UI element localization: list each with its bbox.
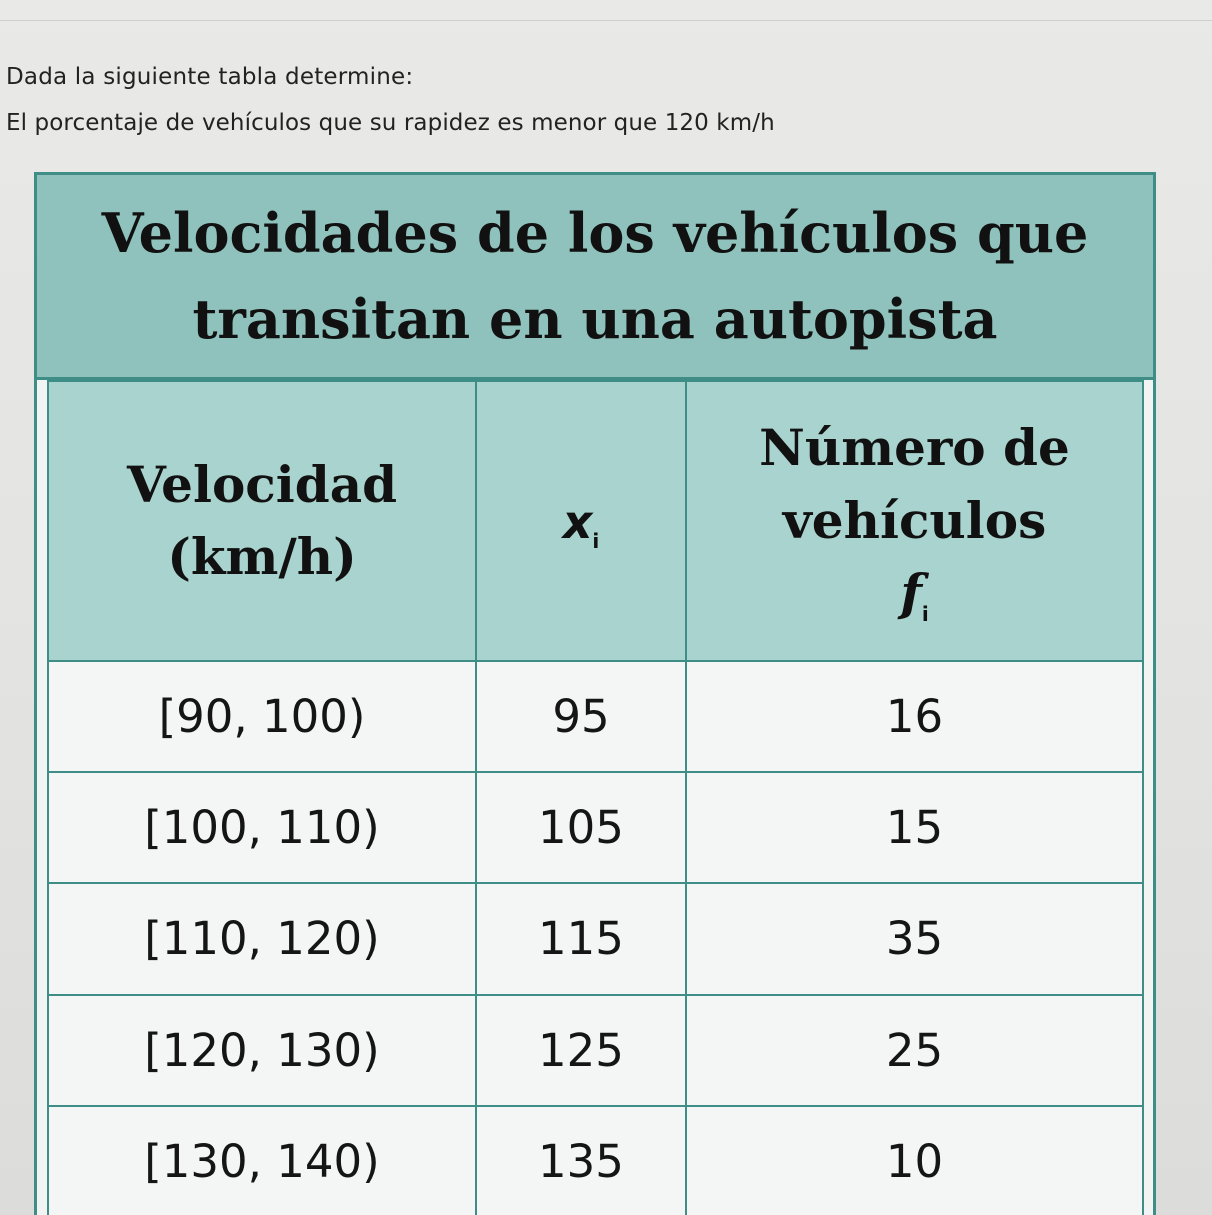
interval-cell: [90, 100) — [48, 661, 476, 772]
interval-cell: [120, 130) — [48, 995, 476, 1106]
frequency-cell: 35 — [686, 883, 1143, 994]
question-line-1: Dada la siguiente tabla determine: — [6, 64, 414, 90]
header-class-mark — [476, 381, 686, 661]
frequency-cell: 16 — [686, 661, 1143, 772]
frequency-letter: f — [900, 563, 922, 623]
frequency-table — [47, 380, 1144, 1215]
class-mark-cell: 105 — [476, 772, 686, 883]
frequency-cell: 10 — [686, 1106, 1143, 1215]
header-velocity-unit: (km/h) — [167, 527, 357, 586]
interval-cell: [110, 120) — [48, 883, 476, 994]
frequency-symbol — [687, 557, 1142, 630]
table-header-row — [48, 381, 1143, 661]
class-mark-cell: 125 — [476, 995, 686, 1106]
table-row — [48, 995, 1143, 1106]
header-velocity — [48, 381, 476, 661]
table-row — [48, 661, 1143, 772]
top-divider — [0, 20, 1212, 21]
frequency-cell: 15 — [686, 772, 1143, 883]
class-mark-letter: x — [562, 494, 593, 549]
frequency-cell: 25 — [686, 995, 1143, 1106]
table-title: Velocidades de los vehículos que transitan en una autopista — [101, 200, 1089, 351]
interval-cell: [130, 140) — [48, 1106, 476, 1215]
header-count-line-1: Número de — [759, 418, 1070, 478]
table-row — [48, 772, 1143, 883]
header-count-line-2: vehículos — [782, 490, 1047, 550]
frequency-table-card — [34, 172, 1156, 1215]
question-line-2: El porcentaje de vehículos que su rapidez es menor que 120 km/h — [6, 110, 775, 136]
table-row — [48, 883, 1143, 994]
class-mark-symbol — [562, 494, 600, 553]
class-mark-cell: 115 — [476, 883, 686, 994]
class-mark-cell: 135 — [476, 1106, 686, 1215]
header-vehicle-count — [686, 381, 1143, 661]
header-velocity-label: Velocidad — [126, 454, 398, 514]
frequency-subscript: i — [921, 602, 929, 627]
table-title-band — [37, 175, 1153, 380]
class-mark-subscript: i — [592, 528, 600, 553]
table-row — [48, 1106, 1143, 1215]
interval-cell: [100, 110) — [48, 772, 476, 883]
class-mark-cell: 95 — [476, 661, 686, 772]
